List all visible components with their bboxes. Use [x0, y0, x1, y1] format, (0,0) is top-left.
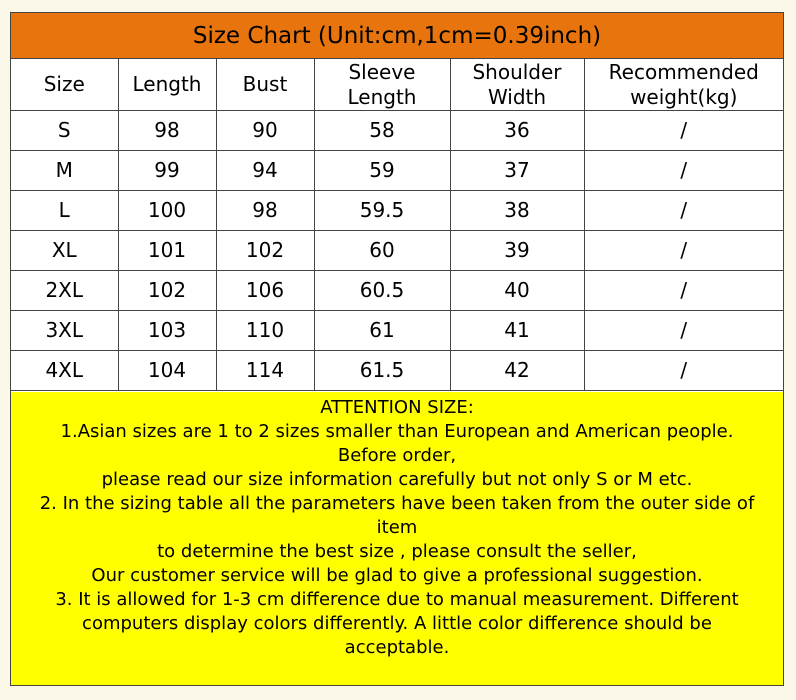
cell-recommended-weight: /: [584, 111, 783, 151]
notes-line: Our customer service will be glad to give a professional suggestion.: [91, 565, 703, 586]
cell-sleeve-length: 60: [314, 231, 450, 271]
header-size: Size: [11, 59, 118, 111]
cell-recommended-weight: /: [584, 351, 783, 391]
cell-length: 99: [118, 151, 216, 191]
cell-bust: 106: [216, 271, 314, 311]
notes-line: item: [376, 517, 418, 538]
cell-recommended-weight: /: [584, 231, 783, 271]
cell-shoulder-width: 36: [450, 111, 584, 151]
notes-line: please read our size information carefully but not only S or M etc.: [101, 469, 693, 490]
table-row: [11, 311, 783, 351]
cell-shoulder-width: 40: [450, 271, 584, 311]
cell-shoulder-width: 42: [450, 351, 584, 391]
cell-recommended-weight: /: [584, 191, 783, 231]
header-bust: Bust: [216, 59, 314, 111]
header-recommended-weight: Recommended weight(kg): [584, 59, 783, 111]
notes-line: to determine the best size , please consult the seller,: [157, 541, 637, 562]
cell-bust: 110: [216, 311, 314, 351]
cell-length: 104: [118, 351, 216, 391]
cell-sleeve-length: 59: [314, 151, 450, 191]
cell-recommended-weight: /: [584, 151, 783, 191]
table-row: [11, 231, 783, 271]
cell-length: 102: [118, 271, 216, 311]
cell-shoulder-width: 39: [450, 231, 584, 271]
notes-line: Before order,: [337, 445, 457, 466]
cell-size: XL: [11, 231, 118, 271]
cell-size: 4XL: [11, 351, 118, 391]
notes-heading: ATTENTION SIZE:: [320, 397, 474, 418]
header-sleeve-length: Sleeve Length: [314, 59, 450, 111]
cell-bust: 114: [216, 351, 314, 391]
notes-line: acceptable.: [344, 637, 450, 658]
cell-size: 3XL: [11, 311, 118, 351]
cell-size: M: [11, 151, 118, 191]
table-row: [11, 351, 783, 391]
cell-shoulder-width: 38: [450, 191, 584, 231]
table-row: [11, 271, 783, 311]
cell-bust: 98: [216, 191, 314, 231]
header-shoulder-width: Shoulder Width: [450, 59, 584, 111]
cell-bust: 94: [216, 151, 314, 191]
cell-size: 2XL: [11, 271, 118, 311]
table-row: [11, 111, 783, 151]
cell-length: 100: [118, 191, 216, 231]
cell-length: 103: [118, 311, 216, 351]
notes-line: 3. It is allowed for 1-3 cm difference due to manual measurement. Different: [55, 589, 739, 610]
cell-recommended-weight: /: [584, 311, 783, 351]
cell-length: 101: [118, 231, 216, 271]
cell-shoulder-width: 41: [450, 311, 584, 351]
cell-recommended-weight: /: [584, 271, 783, 311]
cell-length: 98: [118, 111, 216, 151]
chart-title: Size Chart (Unit:cm,1cm=0.39inch): [11, 13, 783, 59]
cell-shoulder-width: 37: [450, 151, 584, 191]
size-chart: [10, 12, 784, 686]
cell-bust: 90: [216, 111, 314, 151]
header-length: Length: [118, 59, 216, 111]
table-header-row: [11, 59, 783, 111]
cell-sleeve-length: 58: [314, 111, 450, 151]
table-row: [11, 191, 783, 231]
notes-line: computers display colors differently. A little color difference should be: [82, 613, 712, 634]
size-table: [11, 59, 783, 391]
cell-sleeve-length: 60.5: [314, 271, 450, 311]
cell-bust: 102: [216, 231, 314, 271]
cell-sleeve-length: 59.5: [314, 191, 450, 231]
cell-sleeve-length: 61.5: [314, 351, 450, 391]
notes-line: 1.Asian sizes are 1 to 2 sizes smaller than European and American people.: [60, 421, 734, 442]
attention-notes: [11, 392, 783, 685]
cell-size: S: [11, 111, 118, 151]
cell-sleeve-length: 61: [314, 311, 450, 351]
notes-line: 2. In the sizing table all the parameters have been taken from the outer side of: [39, 493, 755, 514]
table-row: [11, 151, 783, 191]
cell-size: L: [11, 191, 118, 231]
